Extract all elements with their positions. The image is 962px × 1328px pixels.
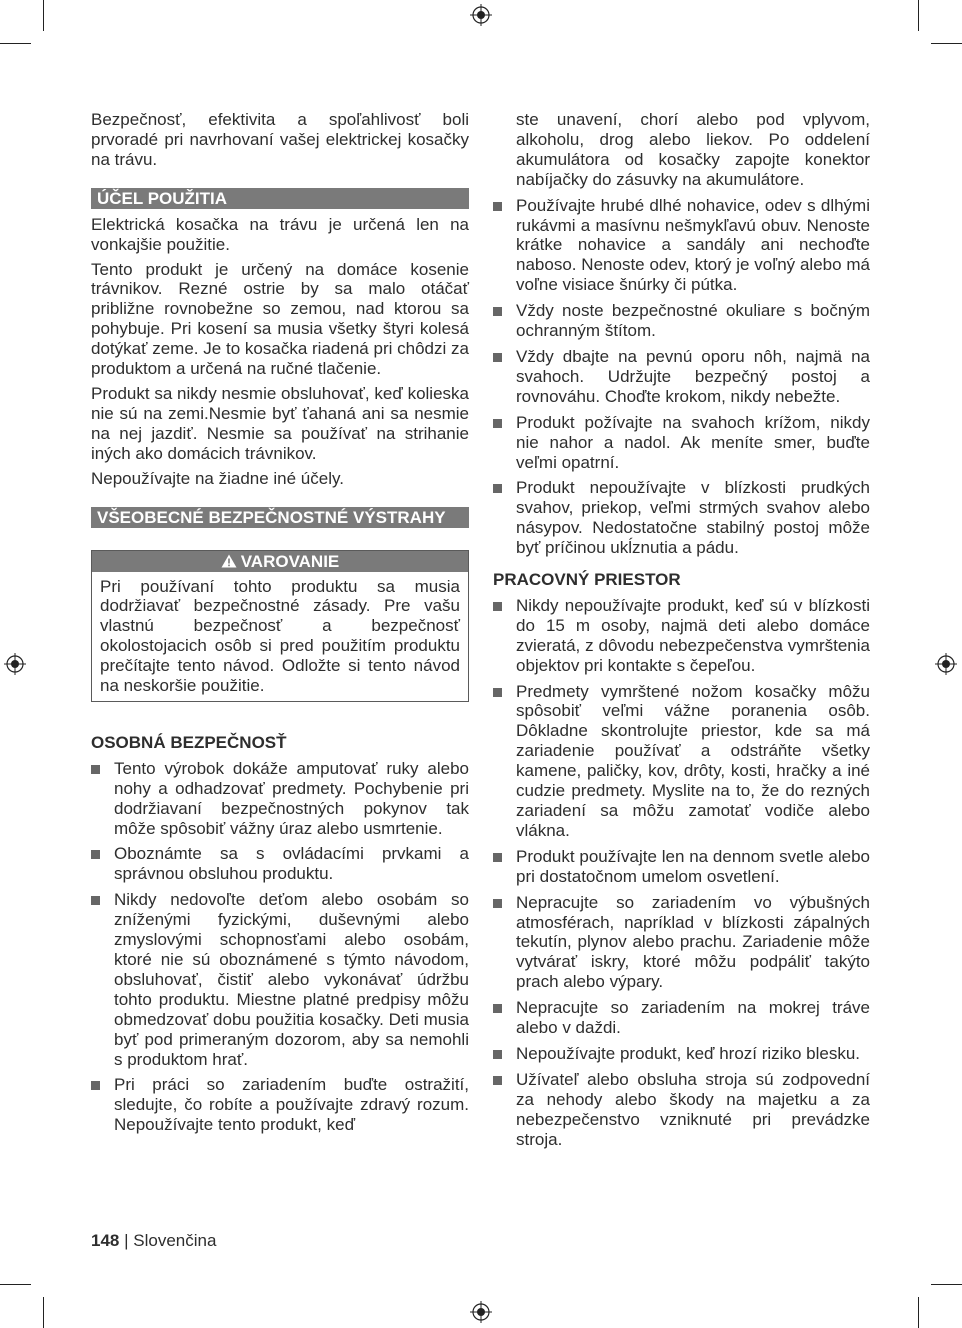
- registration-mark-icon: [470, 1301, 492, 1323]
- intro-paragraph: Bezpečnosť, efektivita a spoľahlivosť boli prvoradé pri navrhovaní vašej elektrickej kosačky na trávu.: [91, 110, 469, 169]
- bullet-square-icon: [91, 1081, 100, 1090]
- personal-safety-heading: OSOBNÁ BEZPEČNOSŤ: [91, 732, 287, 752]
- registration-mark-icon: [4, 653, 26, 675]
- bullet-square-icon: [493, 1076, 502, 1085]
- crop-mark: [931, 1284, 962, 1285]
- warning-body: Pri používaní tohto produktu sa musia dodržiavať bezpečnostné zásady. Pre vašu vlastnú bezpečnosť a bezpečnosť okolostojacich osôb si pred použitím produktu prečítajte tento návod. Odložte si tento návod na neskoršie použitie.: [100, 576, 460, 696]
- list-item: Tento výrobok dokáže amputovať ruky alebo nohy a odhadzovať predmety. Pochybenie pri dodržiavaní bezpečnostných pokynov tak môže spôsobiť vážny úraz alebo usmrtenie.: [91, 759, 469, 839]
- bullet-square-icon: [493, 602, 502, 611]
- purpose-paragraph: Nepoužívajte na žiadne iné účely.: [91, 468, 344, 488]
- continued-paragraph: ste unavení, chorí alebo pod vplyvom, alkoholu, drog alebo liekov. Po oddelení akumulátora od kosačky zapojte konektor nabíjačky do zásuvky na akumulátore.: [516, 110, 870, 189]
- bullet-square-icon: [91, 896, 100, 905]
- list-item: Predmety vymrštené nožom kosačky môžu spôsobiť veľmi vážne poranenia osôb. Dôkladne skontrolujte priestor, kde sa má zariadenie používať a odstráňte všetky kamene, paličky, kov, drôty, kosti, hračky a iné cudzie predmety. Myslite na to, že do rezných zariadení sa môžu zamotať vodiče alebo vlákna.: [493, 682, 870, 841]
- bullet-square-icon: [493, 484, 502, 493]
- bullet-square-icon: [493, 853, 502, 862]
- warning-title-text: VAROVANIE: [240, 551, 340, 571]
- page-number: 148: [91, 1231, 120, 1250]
- list-item: Užívateľ alebo obsluha stroja sú zodpovední za nehody alebo škody na majetku a za nebezpečenstvo vzniknuté pri prevádzke stroja.: [493, 1070, 870, 1150]
- bullet-square-icon: [91, 765, 100, 774]
- crop-mark: [918, 0, 919, 31]
- clothing-safety-list: [493, 196, 870, 558]
- purpose-paragraph: Tento produkt je určený na domáce kosenie trávnikov. Rezné ostrie by sa malo otáčať približne rovnobežne so zemou, nad ktorou sa pohybuje. Pri kosení sa musia všetky štyri kolesá dotýkať zeme. Je to kosačka riadená pri chôdzi za produktom a určená na ručné tlačenie.: [91, 259, 469, 379]
- bullet-square-icon: [493, 1050, 502, 1059]
- page-footer: [91, 1231, 216, 1251]
- crop-mark: [918, 1297, 919, 1328]
- list-item: Nepracujte so zariadením na mokrej tráve alebo v daždi.: [493, 998, 870, 1038]
- crop-mark: [43, 1297, 44, 1328]
- crop-mark: [43, 0, 44, 31]
- list-item: Nikdy nepoužívajte produkt, keď sú v blízkosti do 15 m osoby, najmä deti alebo domáce zvieratá, z dôvodu nebezpečenstva vymrštenia objektov pri kontakte s čepeľou.: [493, 596, 870, 676]
- purpose-paragraph: Produkt sa nikdy nesmie obsluhovať, keď kolieska nie sú na zemi.Nesmie byť ťahaná ani sa nesmie na nej jazdiť. Nesmie sa používať na strihanie iných ako domácich trávnikov.: [91, 383, 469, 463]
- warning-triangle-icon: [221, 552, 237, 566]
- bullet-square-icon: [493, 353, 502, 362]
- bullet-square-icon: [493, 688, 502, 697]
- bullet-square-icon: [91, 850, 100, 859]
- bullet-square-icon: [493, 899, 502, 908]
- crop-mark: [0, 43, 31, 44]
- bullet-square-icon: [493, 307, 502, 316]
- work-area-list: [493, 596, 870, 1150]
- bullet-square-icon: [493, 202, 502, 211]
- purpose-heading: ÚČEL POUŽITIA: [91, 188, 469, 209]
- footer-language: Slovenčina: [133, 1231, 217, 1250]
- right-column: [493, 110, 870, 1156]
- personal-safety-list: [91, 759, 469, 1135]
- warning-box: [91, 550, 469, 702]
- crop-mark: [0, 1284, 31, 1285]
- list-item: Produkt nepoužívajte v blízkosti prudkých svahov, priekop, veľmi strmých svahov alebo násypov. Nedostatočne stabilný postoj môže byť príčinou ukĺznutia a pádu.: [493, 478, 870, 558]
- work-area-heading: PRACOVNÝ PRIESTOR: [493, 570, 681, 590]
- left-column: [91, 110, 469, 1141]
- list-item: Produkt používajte len na dennom svetle alebo pri dostatočnom umelom osvetlení.: [493, 847, 870, 887]
- list-item: Oboznámte sa s ovládacími prvkami a správnou obsluhou produktu.: [91, 844, 469, 884]
- bullet-square-icon: [493, 1004, 502, 1013]
- bullet-square-icon: [493, 419, 502, 428]
- crop-mark: [931, 43, 962, 44]
- warning-title: [92, 551, 468, 572]
- list-item: Nikdy nedovoľte deťom alebo osobám so zníženými fyzickými, duševnými alebo zmyslovými schopnosťami alebo osobám, ktoré nie sú oboznámené s týmto návodom, obsluhovať, čistiť alebo vykonávať údržbu tohto produktu. Miestne platné predpisy môžu obmedzovať dobu použitia kosačky. Deti musia byť pod primeraným dozorom, aby sa nemohli s produktom hrať.: [91, 890, 469, 1069]
- footer-separator: |: [124, 1231, 129, 1250]
- list-item: Produkt požívajte na svahoch krížom, nikdy nie nahor a nadol. Ak meníte smer, buďte veľmi opatrní.: [493, 413, 870, 473]
- list-item: Vždy noste bezpečnostné okuliare s bočným ochranným štítom.: [493, 301, 870, 341]
- general-warnings-heading: VŠEOBECNÉ BEZPEČNOSTNÉ VÝSTRAHY: [91, 507, 469, 528]
- list-item: Nepoužívajte produkt, keď hrozí riziko blesku.: [493, 1044, 870, 1064]
- list-item: Pri práci so zariadením buďte ostražití, sledujte, čo robíte a používajte zdravý rozum. Nepoužívajte tento produkt, keď: [91, 1075, 469, 1135]
- purpose-paragraph: Elektrická kosačka na trávu je určená len na vonkajšie použitie.: [91, 214, 469, 254]
- registration-mark-icon: [935, 653, 957, 675]
- registration-mark-icon: [470, 4, 492, 26]
- list-item: Používajte hrubé dlhé nohavice, odev s dlhými rukávmi a masívnu nešmykľavú obuv. Nenoste krátke nohavice a sandály ani nechoďte naboso. Nenoste odev, ktorý je voľný alebo má voľne visiace šnúrky či pútka.: [493, 196, 870, 296]
- list-item: Nepracujte so zariadením vo výbušných atmosférach, napríklad v blízkosti zápalných tekutín, plynov alebo prachu. Zariadenie môže vytvárať iskry, ktoré môžu podpáliť takýto prach alebo výpary.: [493, 893, 870, 993]
- list-item: Vždy dbajte na pevnú oporu nôh, najmä na svahoch. Udržujte bezpečný postoj a rovnováhu. Choďte krokom, nikdy nebežte.: [493, 347, 870, 407]
